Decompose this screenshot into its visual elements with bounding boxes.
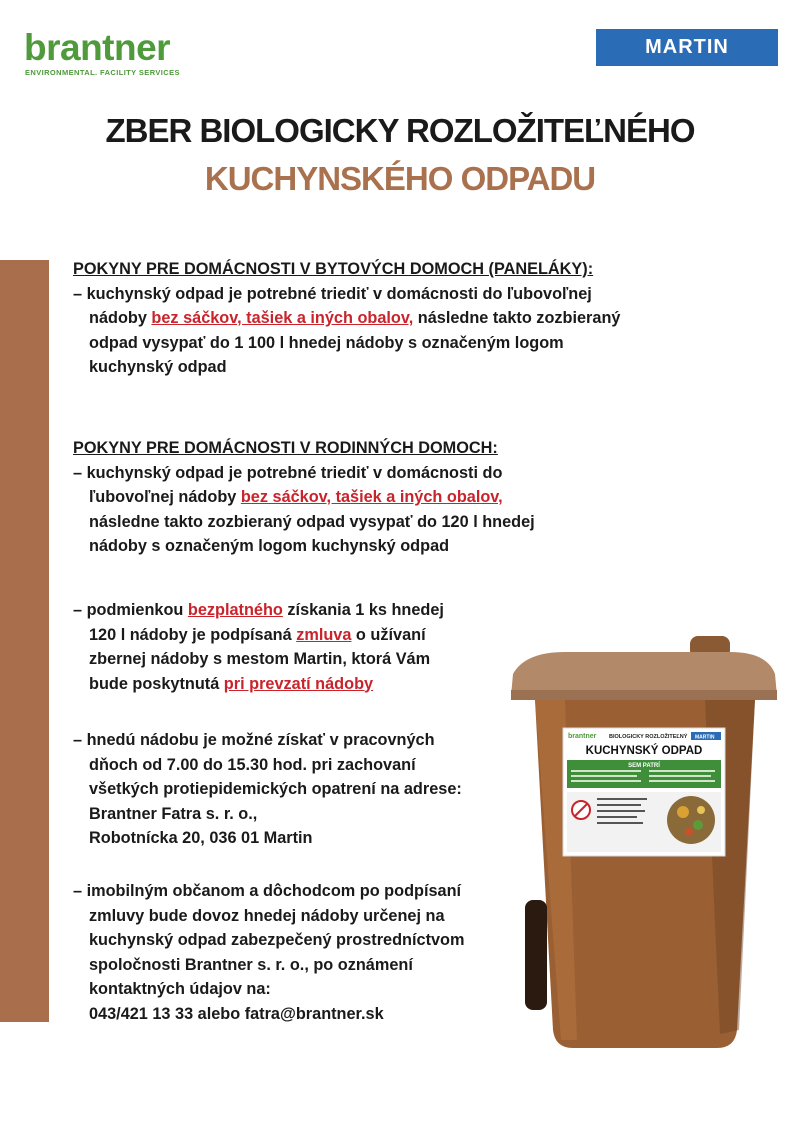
bin-label-banner: SEM PATRÍ [628, 763, 660, 769]
text-line: – hnedú nádobu je možné získať v pracovných [73, 731, 435, 749]
section-family-houses [73, 436, 535, 559]
text-line: – podmienkou bezplatného získania 1 ks hnedej [73, 601, 444, 619]
section-pickup-info [73, 728, 462, 851]
bin-lid [511, 652, 777, 696]
brown-bin-image [505, 630, 780, 1060]
text-line: kuchynský odpad [89, 358, 227, 376]
martin-logo: MARTIN [596, 29, 778, 66]
text-line: zbernej nádoby s mestom Martin, ktorá Vám [89, 650, 431, 668]
brantner-logo-tagline: ENVIRONMENTAL. FACILITY SERVICES [25, 68, 180, 77]
bin-label-city: MARTIN [695, 734, 715, 741]
text-line: Brantner Fatra s. r. o., [89, 804, 258, 823]
text-line: odpad vysypať do 1 100 l hnedej nádoby s označeným logom [89, 333, 564, 352]
text-line: – kuchynský odpad je potrebné triediť v domácnosti do ľubovoľnej [73, 284, 592, 303]
section-heading: POKYNY PRE DOMÁCNOSTI V RODINNÝCH DOMOCH: [73, 439, 498, 457]
page-title: ZBER BIOLOGICKY ROZLOŽITEĽNÉHO [105, 112, 695, 149]
text-line: Robotnícka 20, 036 01 Martin [89, 829, 313, 847]
text-line: – kuchynský odpad je potrebné triediť v domácnosti do [73, 463, 503, 482]
bin-label-top: BIOLOGICKY ROZLOŽITEĽNÝ [609, 734, 688, 740]
text-line: 120 l nádoby je podpísaná zmluva o užívaní [89, 625, 426, 644]
highlight-on-pickup: pri prevzatí nádoby [223, 674, 374, 693]
highlight-contract: zmluva [296, 625, 352, 644]
section-delivery-info [73, 879, 464, 1026]
text-line: spoločnosti Brantner s. r. o., po oznámení [89, 955, 413, 974]
bin-label-brand: brantner [568, 733, 597, 740]
page-subtitle: KUCHYNSKÉHO ODPADU [204, 160, 596, 197]
text-line: kontaktných údajov na: [89, 980, 271, 998]
brantner-logo-word: brantner [24, 27, 171, 68]
text-line: následne takto zozbieraný odpad vysypať do 120 l hnedej [89, 512, 535, 531]
text-line: nádoby s označeným logom kuchynský odpad [89, 537, 450, 555]
highlight-no-bags: bez sáčkov, tašiek a iných obalov, [151, 309, 414, 327]
bin-label-main: KUCHYNSKÝ ODPAD [585, 745, 703, 757]
text-line: ľubovoľnej nádoby bez sáčkov, tašiek a iných obalov, [89, 488, 503, 506]
text-line: zmluvy bude dovoz hnedej nádoby určenej na [89, 906, 445, 925]
text-line: bude poskytnutá pri prevzatí nádoby [89, 674, 374, 693]
brantner-logo [24, 28, 204, 78]
bin-wheel [525, 900, 547, 1010]
highlight-free: bezplatného [187, 601, 283, 619]
text-line: nádoby bez sáčkov, tašiek a iných obalov, následne takto zozbieraný [89, 309, 621, 327]
decorative-side-bar [0, 260, 49, 1022]
contact-line: 043/421 13 33 alebo fatra@brantner.sk [89, 1004, 384, 1023]
text-line: všetkých protiepidemických opatrení na adrese: [89, 780, 462, 798]
section-heading: POKYNY PRE DOMÁCNOSTI V BYTOVÝCH DOMOCH (PANELÁKY): [73, 260, 594, 278]
section-free-bin-conditions [73, 598, 444, 696]
section-apartment-buildings [73, 257, 620, 380]
text-line: dňoch od 7.00 do 15.30 hod. pri zachovaní [89, 755, 416, 774]
highlight-no-bags: bez sáčkov, tašiek a iných obalov, [240, 488, 503, 506]
text-line: – imobilným občanom a dôchodcom po podpísaní [73, 882, 462, 900]
text-line: kuchynský odpad zabezpečený prostredníctvom [89, 931, 465, 949]
